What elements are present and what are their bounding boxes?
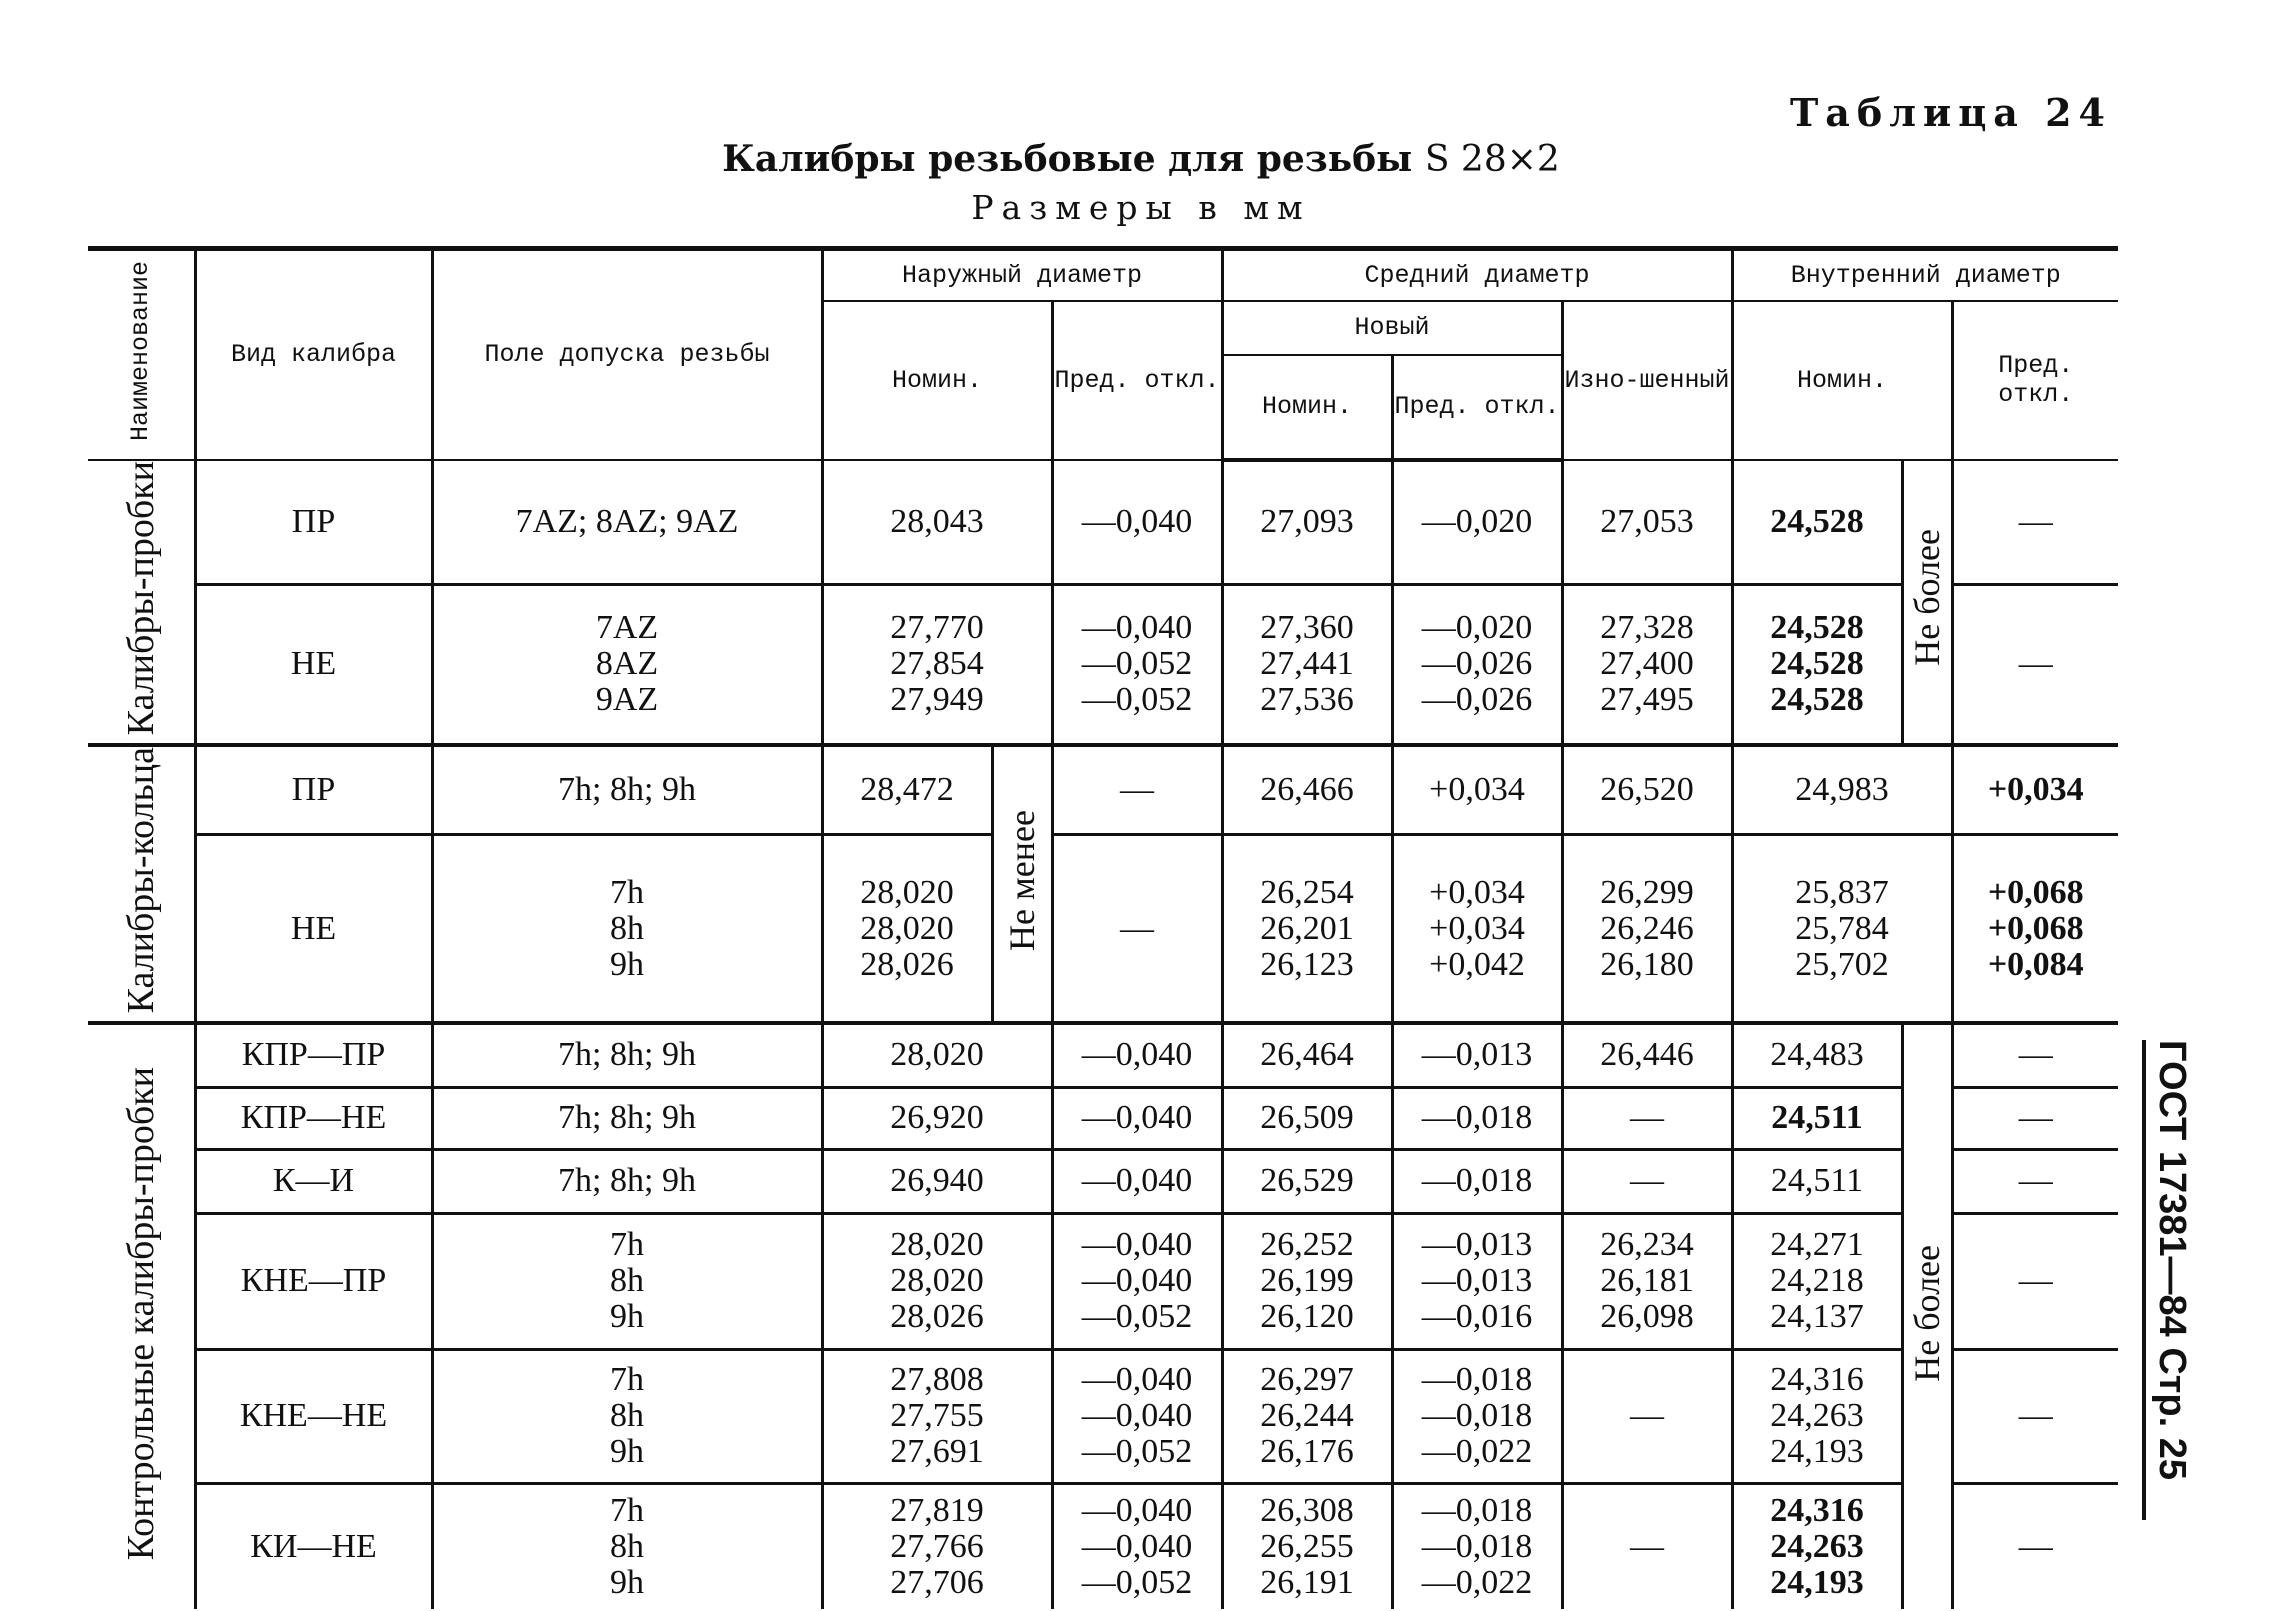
cell-pole: 7h 8h 9h [432,1213,822,1349]
cell-sr-otkl: —0,013 —0,013 —0,016 [1392,1213,1562,1349]
cell-vn-nomin: 24,983 [1732,745,1952,835]
cell-pole: 7h 8h 9h [432,834,822,1023]
cell-nar-nomin: 28,020 28,020 28,026 [822,1213,1052,1349]
table-row [88,1023,2118,1087]
cell-pole: 7h; 8h; 9h [432,745,822,835]
cell-nar-nomin: 28,020 [822,1023,1052,1087]
cell-vn-otkl: — [1952,1483,2118,1609]
cell-sr-izn: — [1562,1349,1732,1483]
cell-nar-otkl: — [1052,745,1222,835]
cell-pole: 7AZ; 8AZ; 9AZ [432,460,822,585]
cell-sr-otkl: —0,020 [1392,460,1562,585]
cell-sr-otkl: —0,018 [1392,1149,1562,1213]
header-pole-dopuska: Поле допуска резьбы [432,249,822,460]
cell-vn-otkl: — [1952,1349,2118,1483]
table-title [0,138,2282,180]
cell-sr-izn: 27,328 27,400 27,495 [1562,584,1732,745]
cell-pole: 7h; 8h; 9h [432,1149,822,1213]
cell-sr-nomin: 27,093 [1222,460,1392,585]
cell-pole: 7h; 8h; 9h [432,1087,822,1149]
cell-nar-otkl: — [1052,834,1222,1023]
cell-nar-otkl: —0,040 —0,040 —0,052 [1052,1213,1222,1349]
cell-vn-otkl: — [1952,460,2118,585]
table-row [88,460,2118,585]
table-row [88,834,2118,1023]
cell-pole: 7AZ 8AZ 9AZ [432,584,822,745]
cell-sr-nomin: 26,464 [1222,1023,1392,1087]
cell-nar-nomin: 27,819 27,766 27,706 [822,1483,1052,1609]
cell-pole: 7h 8h 9h [432,1349,822,1483]
cell-vn-nomin: 24,528 [1732,460,1902,585]
cell-sr-nomin: 27,360 27,441 27,536 [1222,584,1392,745]
cell-vn-otkl: +0,034 [1952,745,2118,835]
cell-pole: 7h; 8h; 9h [432,1023,822,1087]
header-naimenovanie: Наименование [88,249,195,460]
cell-sr-izn: 26,520 [1562,745,1732,835]
cell-vn-otkl: — [1952,1087,2118,1149]
table-row [88,1087,2118,1149]
cell-nar-otkl: —0,040 [1052,460,1222,585]
table-number: Таблица 24 [1789,90,2112,135]
gauge-table [88,246,2118,1609]
group-label-probki: Калибры-пробки [88,460,195,745]
header-sr-pred-otkl: Пред. откл. [1392,355,1562,460]
thread-designation: S 28×2 [1424,139,1560,180]
group-label-koltsa: Калибры-кольца [88,745,195,1023]
table-row [88,745,2118,835]
header-novy: Новый [1222,301,1562,355]
cell-sr-izn: — [1562,1149,1732,1213]
cell-vn-otkl: — [1952,1149,2118,1213]
header-vn-nomin: Номин. [1732,301,1952,460]
header-nar-nomin: Номин. [822,301,1052,460]
cell-vid: ПР [195,745,432,835]
cell-vn-nomin: 24,316 24,263 24,193 [1732,1349,1902,1483]
header-iznoshenny: Изно-шенный [1562,301,1732,460]
cell-nar-nomin: 26,940 [822,1149,1052,1213]
cell-vn-nomin: 24,511 [1732,1149,1902,1213]
cell-nar-otkl: —0,040 [1052,1087,1222,1149]
cell-nar-otkl: —0,040 [1052,1023,1222,1087]
cell-vid: НЕ [195,834,432,1023]
note-ne-menee: Не менее [992,745,1052,1023]
cell-nar-otkl: —0,040 —0,052 —0,052 [1052,584,1222,745]
cell-sr-nomin: 26,529 [1222,1149,1392,1213]
page-side-text: ГОСТ 17381—84 Стр. 25 [2151,1040,2193,1481]
cell-vn-otkl: — [1952,1023,2118,1087]
cell-sr-nomin: 26,252 26,199 26,120 [1222,1213,1392,1349]
cell-sr-izn: 26,299 26,246 26,180 [1562,834,1732,1023]
header-vnutrenny-diametr: Внутренний диаметр [1732,249,2118,301]
cell-nar-otkl: —0,040 —0,040 —0,052 [1052,1483,1222,1609]
cell-vn-otkl: +0,068 +0,068 +0,084 [1952,834,2118,1023]
cell-vn-nomin: 25,837 25,784 25,702 [1732,834,1952,1023]
cell-sr-izn: — [1562,1483,1732,1609]
header-sr-nomin: Номин. [1222,355,1392,460]
cell-nar-nomin: 27,770 27,854 27,949 [822,584,1052,745]
cell-vid: КИ—НЕ [195,1483,432,1609]
table-row [88,1213,2118,1349]
cell-sr-otkl: —0,013 [1392,1023,1562,1087]
cell-nar-nomin: 27,808 27,755 27,691 [822,1349,1052,1483]
cell-vid: КНЕ—НЕ [195,1349,432,1483]
cell-vn-nomin: 24,511 [1732,1087,1902,1149]
cell-vid: КПР—ПР [195,1023,432,1087]
cell-sr-izn: 27,053 [1562,460,1732,585]
cell-sr-nomin: 26,297 26,244 26,176 [1222,1349,1392,1483]
page-side-label [2142,1040,2198,1520]
cell-vn-otkl: — [1952,1213,2118,1349]
cell-sr-otkl: —0,020 —0,026 —0,026 [1392,584,1562,745]
header-nar-pred-otkl: Пред. откл. [1052,301,1222,460]
cell-vid: К—И [195,1149,432,1213]
cell-vid: НЕ [195,584,432,745]
cell-vn-otkl: — [1952,584,2118,745]
cell-vn-nomin: 24,271 24,218 24,137 [1732,1213,1902,1349]
table-row [88,1149,2118,1213]
cell-nar-nomin: 28,472 [822,745,992,835]
note-ne-bolee: Не более [1902,460,1952,745]
header-vid-kalibra: Вид калибра [195,249,432,460]
cell-vn-nomin: 24,316 24,263 24,193 [1732,1483,1902,1609]
cell-sr-nomin: 26,254 26,201 26,123 [1222,834,1392,1023]
header-vn-pred-otkl: Пред. откл. [1952,301,2118,460]
cell-nar-otkl: —0,040 [1052,1149,1222,1213]
cell-nar-nomin: 28,020 28,020 28,026 [822,834,992,1023]
group-label-kontrol: Контрольные калибры-пробки [119,1066,162,1560]
cell-sr-otkl: —0,018 —0,018 —0,022 [1392,1349,1562,1483]
cell-sr-nomin: 26,509 [1222,1087,1392,1149]
cell-sr-izn: — [1562,1087,1732,1149]
cell-sr-nomin: 26,466 [1222,745,1392,835]
cell-pole: 7h 8h 9h [432,1483,822,1609]
cell-vid: КНЕ—ПР [195,1213,432,1349]
header-sredny-diametr: Средний диаметр [1222,249,1732,301]
cell-nar-otkl: —0,040 —0,040 —0,052 [1052,1349,1222,1483]
cell-sr-otkl: +0,034 [1392,745,1562,835]
header-naruzhny-diametr: Наружный диаметр [822,249,1222,301]
table-row [88,1483,2118,1609]
cell-sr-nomin: 26,308 26,255 26,191 [1222,1483,1392,1609]
cell-nar-nomin: 28,043 [822,460,1052,585]
cell-vn-nomin: 24,483 [1732,1023,1902,1087]
cell-vid: КПР—НЕ [195,1087,432,1149]
table-row [88,1349,2118,1483]
table-row [88,584,2118,745]
cell-vn-nomin: 24,528 24,528 24,528 [1732,584,1902,745]
cell-sr-otkl: —0,018 [1392,1087,1562,1149]
cell-sr-otkl: —0,018 —0,018 —0,022 [1392,1483,1562,1609]
units-note: Размеры в мм [971,188,1311,227]
cell-nar-nomin: 26,920 [822,1087,1052,1149]
title-text: Калибры резьбовые для резьбы [722,138,1413,180]
note-ne-bolee: Не более [1902,1023,1952,1609]
cell-sr-otkl: +0,034 +0,034 +0,042 [1392,834,1562,1023]
cell-sr-izn: 26,446 [1562,1023,1732,1087]
cell-sr-izn: 26,234 26,181 26,098 [1562,1213,1732,1349]
cell-vid: ПР [195,460,432,585]
